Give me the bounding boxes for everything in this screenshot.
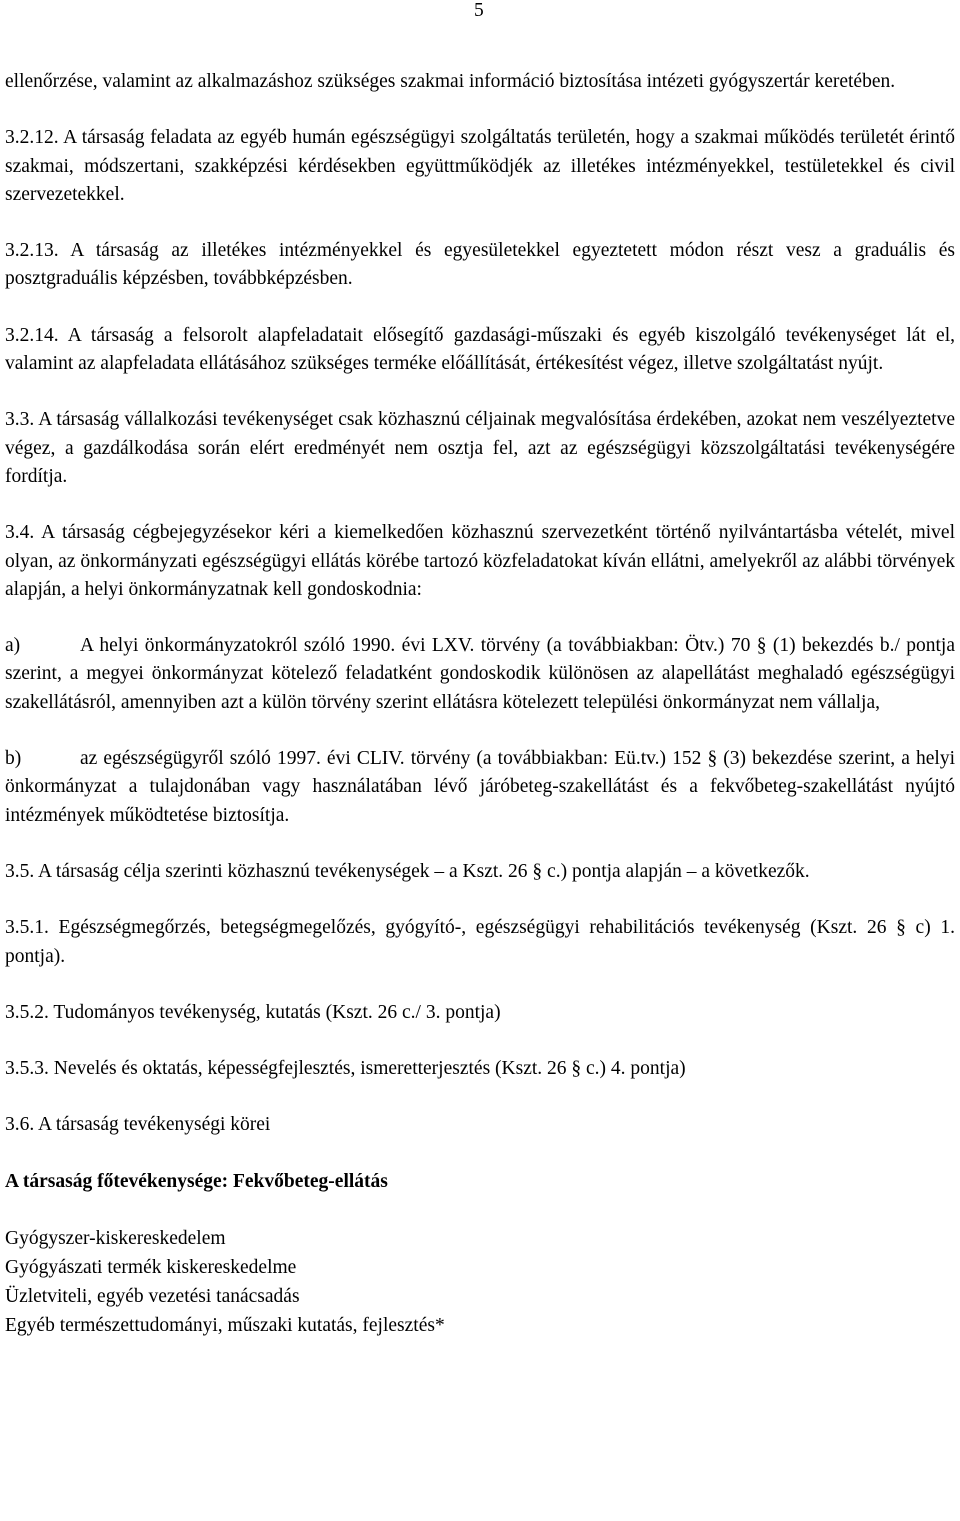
list-item-b: [5, 745, 955, 830]
list-text-a: A helyi önkormányzatokról szóló 1990. évi LXV. törvény (a továbbiakban: Ötv.) 70 § (1) bekezdés b./ pontja szerint, a megyei önkormányzat kötelező feladatként gondoskodik különösen az alapellátást meghaladó egészségügyi szakellátásról, amennyiben azt a külön törvény szerint ellátásra kötelezett települési önkormányzat nem vállalja,: [5, 635, 955, 713]
paragraph-3-5-2: 3.5.2. Tudományos tevékenység, kutatás (Kszt. 26 c./ 3. pontja): [5, 1001, 501, 1023]
activity-item: Egyéb természettudományi, műszaki kutatás, fejlesztés*: [5, 1315, 445, 1337]
list-text-b: az egészségügyről szóló 1997. évi CLIV. törvény (a továbbiakban: Eü.tv.) 152 § (3) bekezdése szerint, a helyi önkormányzat a tulajdonában vagy használatában lévő járóbeteg-szakellátást és a fekvőbeteg-szakellátást nyújtó intézmények működtetése biztosítja.: [5, 748, 955, 826]
paragraph-3-5: 3.5. A társaság célja szerinti közhasznú tevékenységek – a Kszt. 26 § c.) pontja alapján – a következők.: [5, 860, 810, 882]
paragraph-3-6: 3.6. A társaság tevékenységi körei: [5, 1114, 271, 1136]
activity-item: Gyógyászati termék kiskereskedelme: [5, 1257, 297, 1279]
activity-list: [5, 1224, 955, 1340]
activity-item: Gyógyszer-kiskereskedelem: [5, 1228, 226, 1250]
paragraph-intro: ellenőrzése, valamint az alkalmazáshoz szükséges szakmai információ biztosítása intézeti gyógyszertár keretében.: [5, 71, 896, 92]
activity-item: Üzletviteli, egyéb vezetési tanácsadás: [5, 1286, 300, 1308]
document-body: [5, 68, 955, 1340]
paragraph-3-2-13: 3.2.13. A társaság az illetékes intézményekkel és egyesületekkel egyeztetett módon részt vesz a graduális és posztgraduális képzésben, továbbképzésben.: [5, 240, 955, 290]
paragraph-3-2-14: 3.2.14. A társaság a felsorolt alapfeladatait elősegítő gazdasági-műszaki és egyéb kiszolgáló tevékenységet lát el, valamint az alapfeladata ellátásához szükséges terméke előállítását, értékesítést végez, illetve szolgáltatást nyújt.: [5, 324, 955, 375]
paragraph-3-2-12: 3.2.12. A társaság feladata az egyéb humán egészségügyi szolgáltatás területén, hogy a szakmai működés területét érintő szakmai, módszertani, szakképzési kérdésekben együttműködjék az illetékes intézményekkel, testületekkel és civil szervezetekkel.: [5, 127, 955, 205]
paragraph-3-4: 3.4. A társaság cégbejegyzésekor kéri a kiemelkedően közhasznú szervezetként történő nyilvántartásba vételét, mivel olyan, az önkormányzati egészségügyi ellátás körébe tartozó közfeladatokat kíván ellátni, amelyekről az alábbi törvények alapján, a helyi önkormányzatnak kell gondoskodnia:: [5, 522, 955, 600]
main-activity-heading: A társaság főtevékenysége: Fekvőbeteg-ellátás: [5, 1170, 388, 1192]
paragraph-3-5-3: 3.5.3. Nevelés és oktatás, képességfejlesztés, ismeretterjesztés (Kszt. 26 § c.) 4. pontja): [5, 1058, 686, 1080]
list-label-b: b): [5, 748, 22, 770]
page-number: 5: [474, 0, 484, 21]
paragraph-3-5-1: 3.5.1. Egészségmegőrzés, betegségmegelőzés, gyógyító-, egészségügyi rehabilitációs tevékenység (Kszt. 26 § c) 1. pontja).: [5, 917, 955, 967]
list-item-a: [5, 632, 955, 717]
paragraph-3-3: 3.3. A társaság vállalkozási tevékenységet csak közhasznú céljainak megvalósítása érdekében, azokat nem veszélyeztetve végez, a gazdálkodása során elért eredményét nem osztja fel, azt az egészségügyi közszolgáltatási tevékenységére fordítja.: [5, 409, 955, 487]
list-label-a: a): [5, 635, 21, 657]
